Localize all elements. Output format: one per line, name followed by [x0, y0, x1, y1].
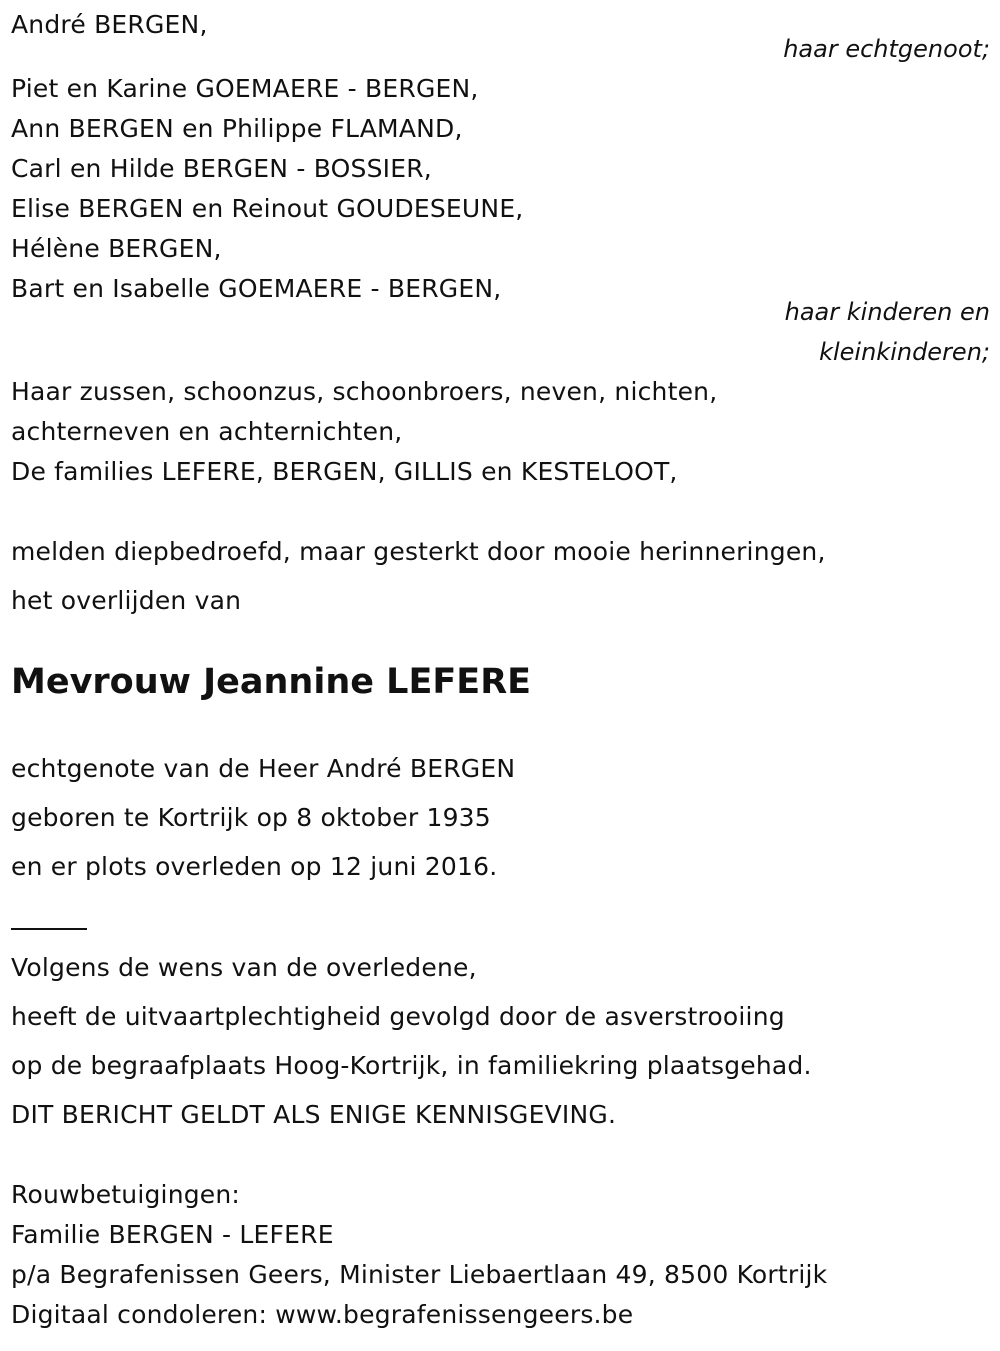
child-line: Carl en Hilde BERGEN - BOSSIER, — [11, 154, 432, 183]
spouse-name: André BERGEN, — [11, 10, 208, 39]
announcement-line: melden diepbedroefd, maar gesterkt door mooie herinneringen, — [11, 537, 826, 566]
condolences-address: p/a Begrafenissen Geers, Minister Liebaertlaan 49, 8500 Kortrijk — [11, 1260, 828, 1289]
condolences-heading: Rouwbetuigingen: — [11, 1180, 241, 1209]
child-line: Bart en Isabelle GOEMAERE - BERGEN, — [11, 274, 502, 303]
funeral-line: Volgens de wens van de overledene, — [11, 953, 477, 982]
funeral-line: heeft de uitvaartplechtigheid gevolgd door de asverstrooiing — [11, 1002, 785, 1031]
relatives-line: achterneven en achternichten, — [11, 417, 403, 446]
child-line: Hélène BERGEN, — [11, 234, 222, 263]
child-line: Piet en Karine GOEMAERE - BERGEN, — [11, 74, 479, 103]
children-role-line1: haar kinderen en — [784, 298, 990, 326]
child-line: Ann BERGEN en Philippe FLAMAND, — [11, 114, 463, 143]
deceased-detail: en er plots overleden op 12 juni 2016. — [11, 852, 498, 881]
announcement-line: het overlijden van — [11, 586, 242, 615]
deceased-detail: echtgenote van de Heer André BERGEN — [11, 754, 516, 783]
relatives-line: Haar zussen, schoonzus, schoonbroers, neven, nichten, — [11, 377, 718, 406]
children-role-line2: kleinkinderen; — [819, 338, 990, 366]
deceased-detail: geboren te Kortrijk op 8 oktober 1935 — [11, 803, 491, 832]
deceased-name: Mevrouw Jeannine LEFERE — [11, 662, 532, 702]
section-divider — [11, 928, 87, 930]
relatives-line: De families LEFERE, BERGEN, GILLIS en KESTELOOT, — [11, 457, 678, 486]
funeral-line: DIT BERICHT GELDT ALS ENIGE KENNISGEVING. — [11, 1100, 617, 1129]
condolences-online: Digitaal condoleren: www.begrafenissengeers.be — [11, 1300, 634, 1329]
child-line: Elise BERGEN en Reinout GOUDESEUNE, — [11, 194, 524, 223]
spouse-role: haar echtgenoot; — [783, 35, 990, 63]
condolences-family: Familie BERGEN - LEFERE — [11, 1220, 334, 1249]
funeral-line: op de begraafplaats Hoog-Kortrijk, in familiekring plaatsgehad. — [11, 1051, 812, 1080]
